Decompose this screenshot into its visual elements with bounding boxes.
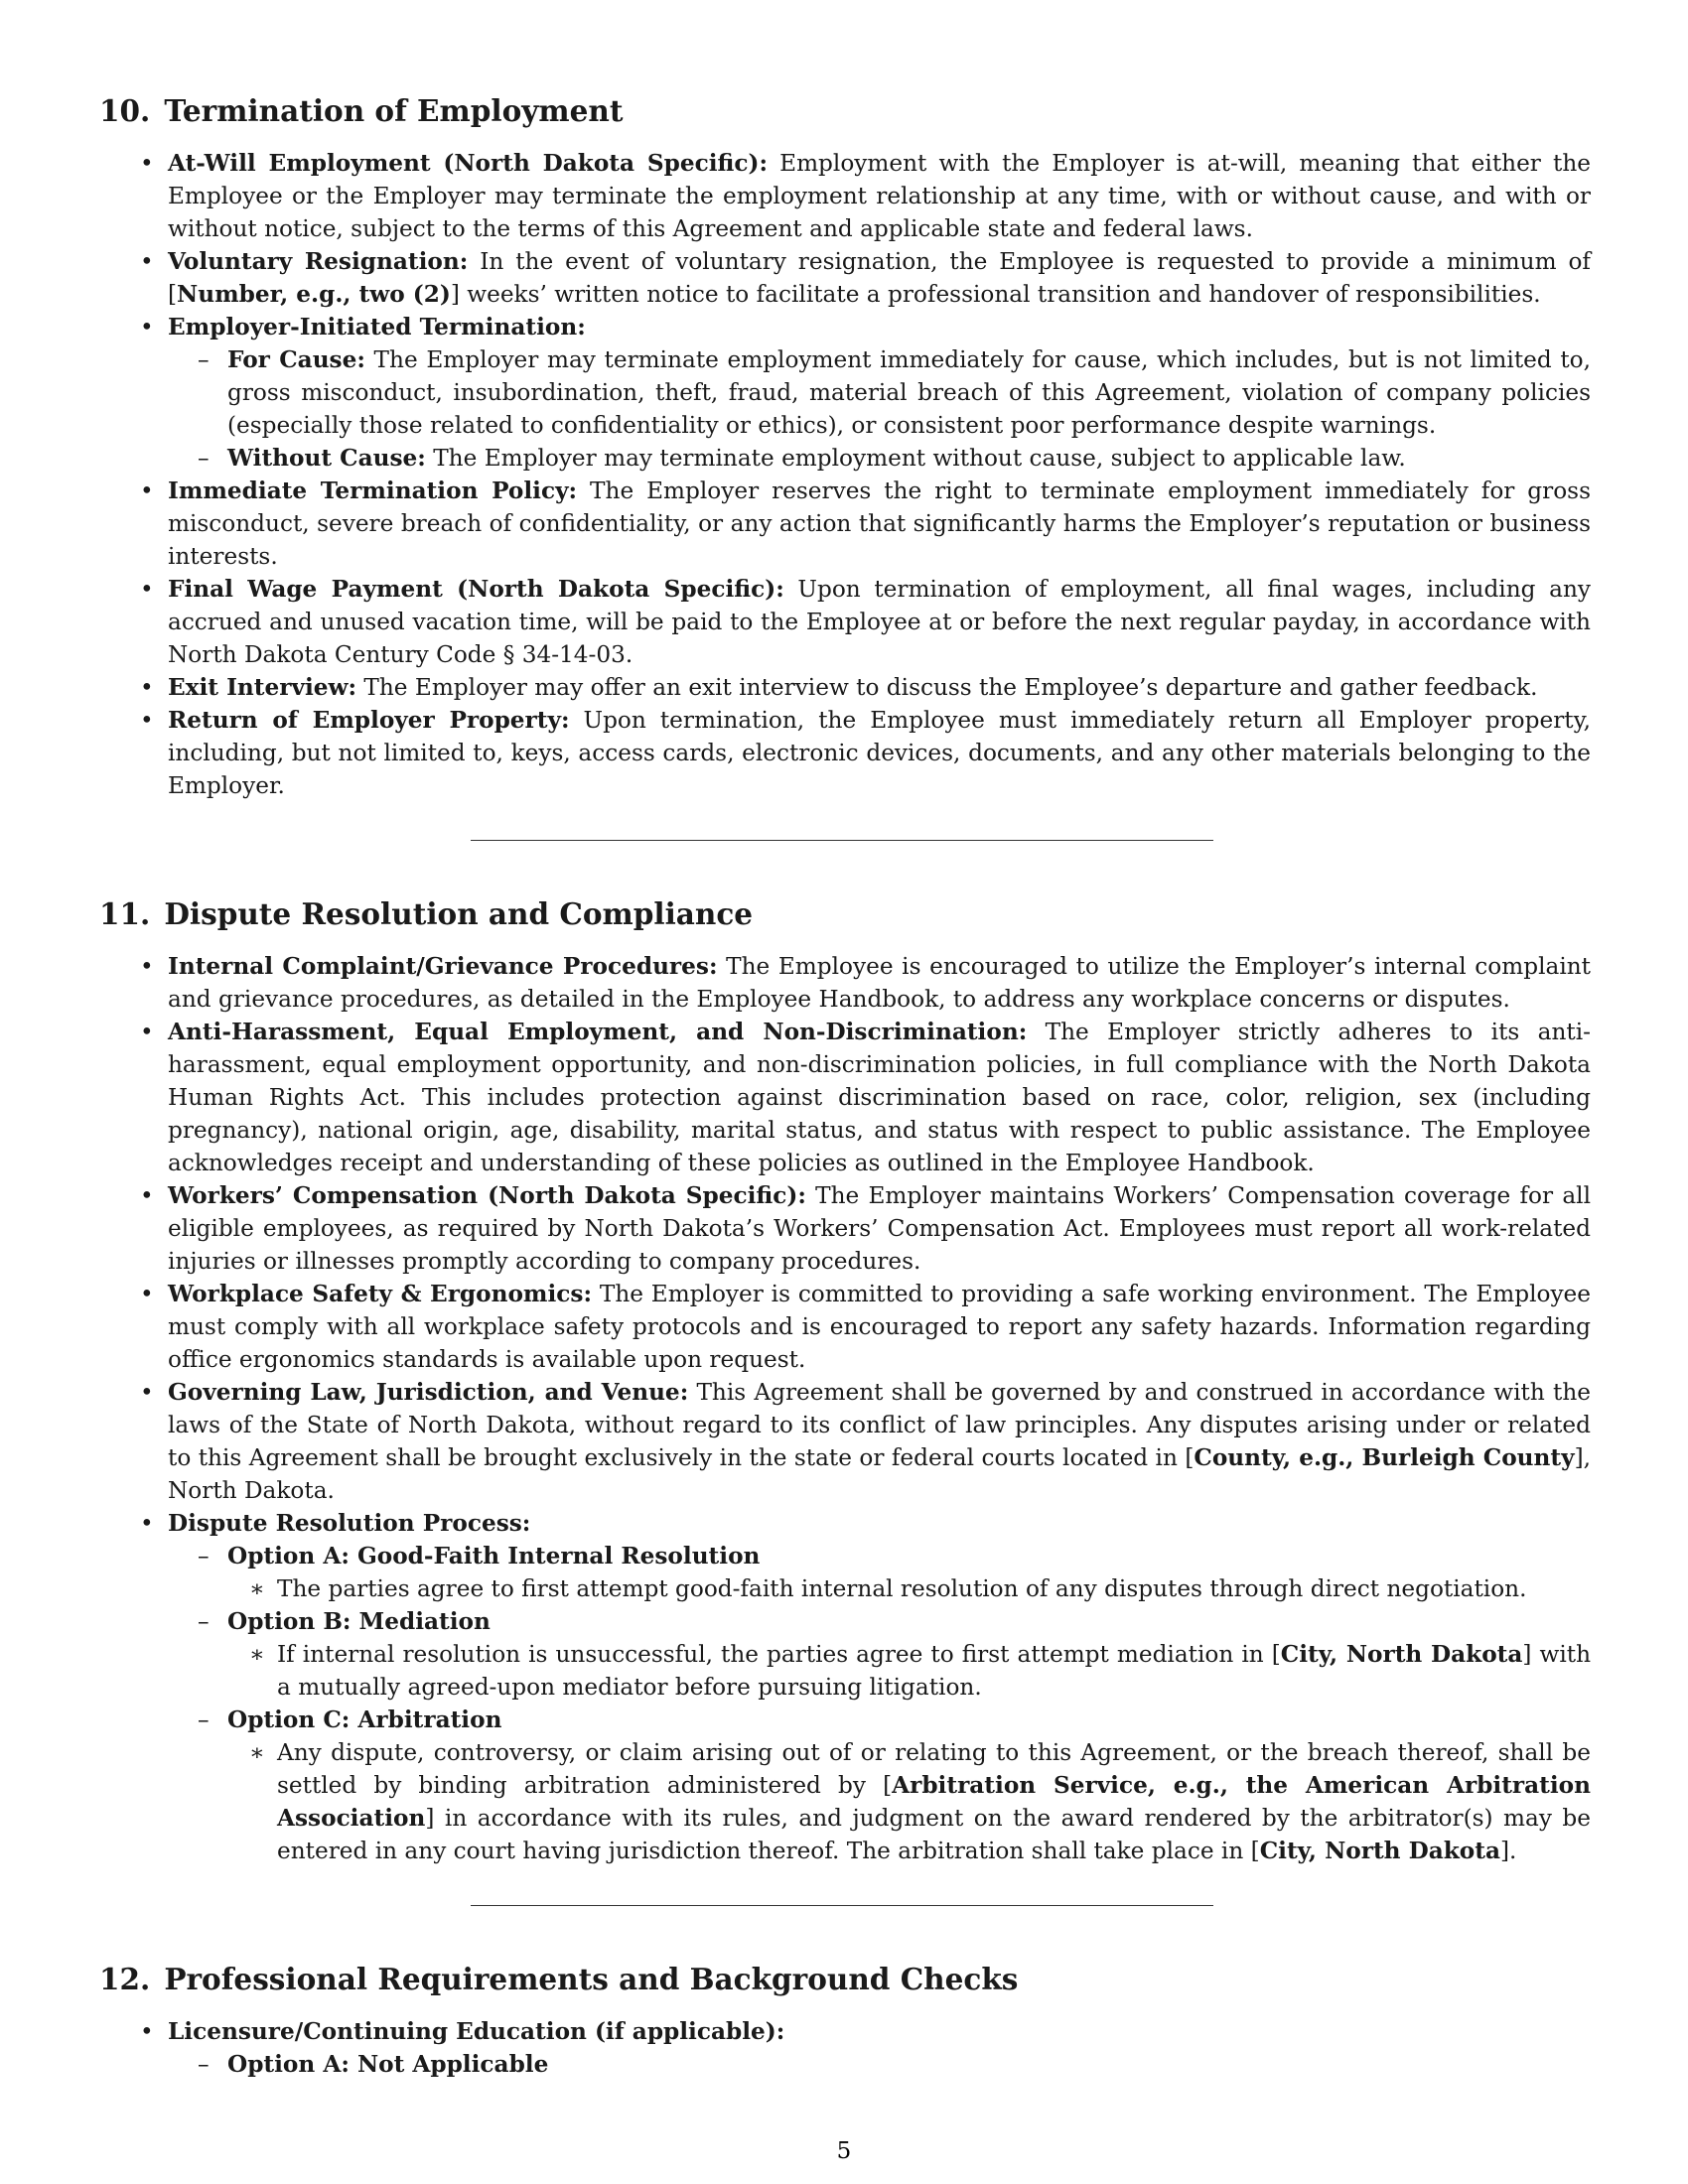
section-divider xyxy=(471,840,1213,841)
bullet-list xyxy=(99,147,1591,802)
sub-item-option-a xyxy=(227,2048,1591,2081)
item-text: The Employer may terminate employment immediately for cause, which includes, but is not limited to, gross misconduct, insubordination, theft, fraud, material breach of this Agreement, violation of company policies (especially those related to confidentiality or ethics), or consistent poor performance despite warnings. xyxy=(227,346,1591,439)
section-divider xyxy=(471,1905,1213,1906)
sub-list xyxy=(168,1540,1591,1867)
placeholder-text: Arbitration Service, e.g., the American Arbitration Association xyxy=(277,1772,1591,1832)
section-title: Dispute Resolution and Compliance xyxy=(164,896,754,931)
sub-item-option-c xyxy=(227,1704,1591,1867)
bullet-list xyxy=(99,950,1591,1867)
section-title: Termination of Employment xyxy=(164,93,624,128)
sub-item-for-cause xyxy=(227,343,1591,442)
sub-sub-list xyxy=(227,1736,1591,1867)
placeholder-text: City, North Dakota xyxy=(1259,1838,1500,1864)
item-label: Voluntary Resignation: xyxy=(168,248,469,275)
item-text: ] in accordance with its rules, and judgment on the award rendered by the arbitrator(s) may be entered in any court having jurisdiction thereof. The arbitration shall take place in [ xyxy=(277,1805,1591,1864)
section-termination xyxy=(99,91,1591,802)
option-label: Option A: Good-Faith Internal Resolution xyxy=(227,1543,761,1570)
placeholder-text: Number, e.g., two (2) xyxy=(177,281,451,308)
item-text: The Employer strictly adheres to its anti-harassment, equal employment opportunity, and non-discrimination policies, in full compliance with the North Dakota Human Rights Act. This includes protection against discrimination based on race, color, religion, sex (including pregnancy), national origin, age, disability, marital status, and status with respect to public assistance. The Employee acknowledges receipt and understanding of these policies as outlined in the Employee Handbook. xyxy=(168,1019,1592,1176)
sub-sub-list xyxy=(227,1638,1591,1704)
sub-sub-item xyxy=(277,1638,1591,1704)
item-label: Anti-Harassment, Equal Employment, and Non-Discrimination: xyxy=(168,1019,1028,1045)
item-label: Internal Complaint/Grievance Procedures: xyxy=(168,953,718,980)
item-text: Upon termination of employment, all final wages, including any accrued and unused vacation time, will be paid to the Employee at or before the next regular payday, in accordance with North Dakota Century Code § 34-14-03. xyxy=(168,576,1591,668)
sub-item-option-b xyxy=(227,1605,1591,1704)
item-label: Employer-Initiated Termination: xyxy=(168,314,586,341)
bullet-list xyxy=(99,2015,1591,2081)
section-number: 10. xyxy=(99,93,151,128)
list-item-immediate-termination xyxy=(168,475,1591,573)
placeholder-text: City, North Dakota xyxy=(1280,1641,1523,1668)
list-item-voluntary-resignation xyxy=(168,245,1591,311)
placeholder-text: County, e.g., Burleigh County xyxy=(1194,1444,1575,1471)
list-item-return-property xyxy=(168,704,1591,802)
item-label: Without Cause: xyxy=(227,445,426,472)
item-label: Final Wage Payment (North Dakota Specific): xyxy=(168,576,784,603)
sub-list xyxy=(168,2048,1591,2081)
item-label: Exit Interview: xyxy=(168,674,357,701)
list-item-anti-harassment xyxy=(168,1016,1591,1179)
item-label: Immediate Termination Policy: xyxy=(168,478,578,504)
list-item-governing-law xyxy=(168,1376,1591,1507)
item-text: The Employer may offer an exit interview to discuss the Employee’s departure and gather feedback. xyxy=(356,674,1538,701)
item-text: Employment with the Employer is at-will, meaning that either the Employee or the Employer may terminate the employment relationship at any time, with or without cause, and with or without notice, subject to the terms of this Agreement and applicable state and federal laws. xyxy=(168,150,1591,242)
item-text: The Employee is encouraged to utilize the Employer’s internal complaint and grievance procedures, as detailed in the Employee Handbook, to address any workplace concerns or disputes. xyxy=(168,953,1591,1013)
list-item-exit-interview xyxy=(168,671,1591,704)
item-label: Licensure/Continuing Education (if applicable): xyxy=(168,2018,785,2045)
list-item-workplace-safety xyxy=(168,1278,1591,1376)
item-text: In the event of voluntary resignation, the Employee is requested to provide a minimum of [ xyxy=(168,248,1592,308)
sub-sub-item xyxy=(277,1572,1591,1605)
sub-sub-list xyxy=(227,1572,1591,1605)
list-item-final-wage xyxy=(168,573,1591,671)
list-item-grievance xyxy=(168,950,1591,1016)
item-text: If internal resolution is unsuccessful, the parties agree to first attempt mediation in [ xyxy=(277,1641,1281,1668)
list-item-employer-initiated xyxy=(168,311,1591,475)
item-text: The Employer reserves the right to terminate employment immediately for gross misconduct, severe breach of confidentiality, or any action that significantly harms the Employer’s reputation or business interests. xyxy=(168,478,1591,570)
item-text: ] weeks’ written notice to facilitate a professional transition and handover of responsibilities. xyxy=(450,281,1541,308)
item-text: Upon termination, the Employee must immediately return all Employer property, including, but not limited to, keys, access cards, electronic devices, documents, and any other materials belonging to the Employer. xyxy=(168,707,1592,799)
item-label: At-Will Employment (North Dakota Specific): xyxy=(168,150,769,177)
option-label: Option C: Arbitration xyxy=(227,1706,502,1733)
item-text: The Employer is committed to providing a safe working environment. The Employee must comply with all workplace safety protocols and is encouraged to report any safety hazards. Information regarding office ergonomics standards is available upon request. xyxy=(168,1281,1592,1373)
item-label: Return of Employer Property: xyxy=(168,707,570,734)
item-label: Governing Law, Jurisdiction, and Venue: xyxy=(168,1379,689,1406)
sub-list xyxy=(168,343,1591,475)
option-label: Option A: Not Applicable xyxy=(227,2051,549,2078)
section-number: 11. xyxy=(99,896,151,931)
sub-sub-item xyxy=(277,1736,1591,1867)
item-text: ] with a mutually agreed-upon mediator before pursuing litigation. xyxy=(277,1641,1592,1701)
item-text: The parties agree to first attempt good-faith internal resolution of any disputes through direct negotiation. xyxy=(277,1575,1527,1602)
item-text: This Agreement shall be governed by and construed in accordance with the laws of the State of North Dakota, without regard to its conflict of law principles. Any disputes arising under or related to this Agreement shall be brought exclusively in the state or federal courts located in [ xyxy=(168,1379,1591,1471)
item-label: Workers’ Compensation (North Dakota Specific): xyxy=(168,1182,806,1209)
item-text: Any dispute, controversy, or claim arising out of or relating to this Agreement, or the breach thereof, shall be settled by binding arbitration administered by [ xyxy=(277,1739,1591,1799)
list-item-dispute-process xyxy=(168,1507,1591,1867)
sub-item-without-cause xyxy=(227,442,1591,475)
option-label: Option B: Mediation xyxy=(227,1608,491,1635)
list-item-at-will xyxy=(168,147,1591,245)
item-label: Dispute Resolution Process: xyxy=(168,1510,531,1537)
section-dispute-resolution xyxy=(99,894,1591,1867)
section-heading xyxy=(99,1960,1591,1999)
list-item-workers-compensation xyxy=(168,1179,1591,1278)
item-text: ]. xyxy=(1500,1838,1517,1864)
page-number: 5 xyxy=(836,2138,852,2164)
section-heading xyxy=(99,91,1591,131)
item-label: Workplace Safety & Ergonomics: xyxy=(168,1281,593,1307)
sub-item-option-a xyxy=(227,1540,1591,1605)
section-professional-requirements xyxy=(99,1960,1591,2081)
item-text: ], North Dakota. xyxy=(168,1444,1591,1504)
item-text: The Employer maintains Workers’ Compensation coverage for all eligible employees, as required by North Dakota’s Workers’ Compensation Act. Employees must report all work-related injuries or illnesses promptly according to company procedures. xyxy=(168,1182,1591,1275)
item-text: The Employer may terminate employment without cause, subject to applicable law. xyxy=(425,445,1406,472)
item-label: For Cause: xyxy=(227,346,365,373)
section-title: Professional Requirements and Background Checks xyxy=(164,1962,1019,1996)
section-heading xyxy=(99,894,1591,934)
document-page xyxy=(99,91,1591,2081)
section-number: 12. xyxy=(99,1962,151,1996)
list-item-licensure xyxy=(168,2015,1591,2081)
